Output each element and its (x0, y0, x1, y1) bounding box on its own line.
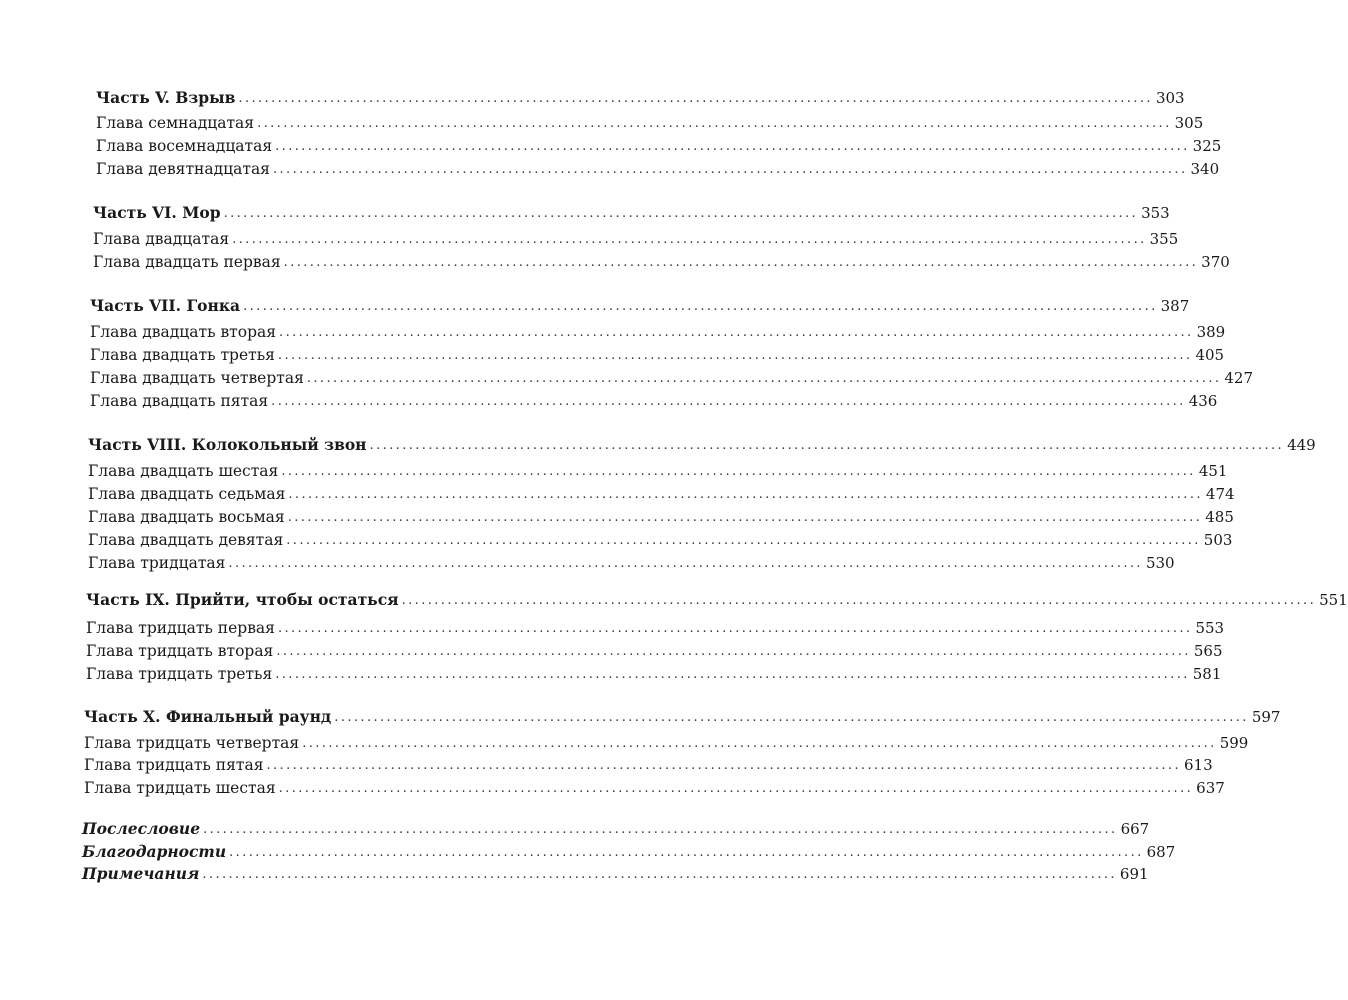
chapter-title: Глава девятнадцатая (96, 160, 270, 178)
dot-leader: ............................................................................................................................................ (277, 348, 1193, 363)
toc-chapter-entry[interactable] (88, 554, 1175, 574)
page-number: 427 (1224, 369, 1254, 387)
page-number: 436 (1188, 392, 1218, 410)
chapter-title: Глава двадцать девятая (88, 531, 284, 549)
back-matter-title: Примечания (82, 864, 200, 883)
toc-chapter-entry[interactable] (88, 508, 1234, 528)
dot-leader: ............................................................................................................................................ (203, 822, 1118, 837)
part-title: Часть V. Взрыв (96, 88, 236, 107)
dot-leader: ............................................................................................................................................ (228, 556, 1143, 571)
page-number: 405 (1195, 346, 1225, 364)
toc-back-matter-entry[interactable] (82, 819, 1150, 839)
dot-leader: ............................................................................................................................................ (286, 533, 1201, 548)
page-number: 667 (1120, 820, 1150, 838)
toc-chapter-entry[interactable] (84, 756, 1213, 776)
chapter-title: Глава тридцать пятая (84, 756, 264, 774)
page-number: 553 (1195, 619, 1225, 637)
page-number: 485 (1205, 508, 1234, 526)
page-number: 387 (1160, 297, 1190, 315)
chapter-title: Глава двадцать восьмая (88, 508, 285, 526)
page-number: 355 (1149, 230, 1179, 248)
toc-chapter-entry[interactable] (86, 642, 1223, 662)
dot-leader: ............................................................................................................................................ (272, 162, 1188, 177)
dot-leader: ............................................................................................................................................ (238, 91, 1153, 106)
page-number: 474 (1205, 485, 1235, 503)
chapter-title: Глава двадцать первая (93, 253, 281, 271)
back-matter-title: Благодарности (82, 842, 227, 861)
dot-leader: ............................................................................................................................................ (202, 867, 1117, 882)
chapter-title: Глава тридцатая (88, 554, 226, 572)
toc-part-entry[interactable] (90, 296, 1190, 316)
dot-leader: ............................................................................................................................................ (276, 644, 1191, 659)
chapter-title: Глава тридцать первая (86, 619, 275, 637)
toc-chapter-entry[interactable] (90, 369, 1254, 389)
toc-chapter-entry[interactable] (88, 531, 1233, 551)
page-number: 581 (1192, 665, 1222, 683)
dot-leader: ............................................................................................................................................ (266, 758, 1181, 773)
dot-leader: ............................................................................................................................................ (243, 299, 1158, 314)
page-number: 389 (1196, 323, 1226, 341)
dot-leader: ............................................................................................................................................ (283, 255, 1199, 270)
toc-chapter-entry[interactable] (88, 485, 1235, 505)
dot-leader: ............................................................................................................................................ (401, 593, 1317, 608)
dot-leader: ............................................................................................................................................ (288, 487, 1203, 502)
toc-chapter-entry[interactable] (84, 734, 1249, 754)
dot-leader: ............................................................................................................................................ (306, 371, 1222, 386)
dot-leader: ............................................................................................................................................ (223, 206, 1139, 221)
toc-chapter-entry[interactable] (93, 253, 1230, 273)
toc-part-entry[interactable] (96, 88, 1185, 108)
page-number: 530 (1145, 554, 1175, 572)
back-matter-title: Послесловие (82, 819, 201, 838)
chapter-title: Глава двадцатая (93, 230, 230, 248)
part-title: Часть VI. Мор (93, 203, 221, 222)
toc-part-entry[interactable] (88, 435, 1316, 455)
page-number: 551 (1319, 591, 1348, 609)
page-number: 613 (1184, 756, 1213, 774)
page-number: 637 (1196, 779, 1225, 797)
dot-leader: ............................................................................................................................................ (277, 621, 1193, 636)
dot-leader: ............................................................................................................................................ (275, 667, 1190, 682)
page-number: 451 (1198, 462, 1228, 480)
page-number: 503 (1203, 531, 1233, 549)
part-title: Часть IX. Прийти, чтобы остаться (86, 590, 399, 609)
toc-chapter-entry[interactable] (86, 665, 1222, 685)
dot-leader: ............................................................................................................................................ (257, 116, 1172, 131)
chapter-title: Глава двадцать шестая (88, 462, 279, 480)
page-number: 305 (1174, 114, 1204, 132)
chapter-title: Глава двадцать третья (90, 346, 275, 364)
chapter-title: Глава двадцать вторая (90, 323, 277, 341)
part-title: Часть VII. Гонка (90, 296, 241, 315)
page-number: 340 (1190, 160, 1220, 178)
toc-back-matter-entry[interactable] (82, 864, 1149, 884)
toc-back-matter-entry[interactable] (82, 842, 1176, 862)
dot-leader: ............................................................................................................................................ (278, 781, 1194, 796)
toc-chapter-entry[interactable] (86, 619, 1225, 639)
toc-chapter-entry[interactable] (90, 323, 1226, 343)
toc-part-entry[interactable] (84, 707, 1281, 727)
page-number: 565 (1193, 642, 1223, 660)
dot-leader: ............................................................................................................................................ (275, 139, 1190, 154)
chapter-title: Глава тридцать вторая (86, 642, 274, 660)
toc-part-entry[interactable] (86, 590, 1348, 610)
toc-chapter-entry[interactable] (90, 346, 1225, 366)
part-title: Часть X. Финальный раунд (84, 707, 332, 726)
page-number: 449 (1287, 436, 1316, 454)
toc-chapter-entry[interactable] (96, 114, 1204, 134)
toc-chapter-entry[interactable] (93, 230, 1179, 250)
page-number: 599 (1219, 734, 1249, 752)
page-number: 370 (1201, 253, 1230, 271)
dot-leader: ............................................................................................................................................ (334, 710, 1249, 725)
toc-part-entry[interactable] (93, 203, 1170, 223)
chapter-title: Глава тридцать третья (86, 665, 273, 683)
chapter-title: Глава тридцать четвертая (84, 734, 300, 752)
chapter-title: Глава тридцать шестая (84, 779, 276, 797)
page-number: 325 (1192, 137, 1222, 155)
page-number: 597 (1251, 708, 1281, 726)
chapter-title: Глава двадцать седьмая (88, 485, 286, 503)
page-number: 353 (1141, 204, 1170, 222)
page-number: 687 (1146, 843, 1176, 861)
chapter-title: Глава семнадцатая (96, 114, 255, 132)
dot-leader: ............................................................................................................................................ (271, 394, 1186, 409)
dot-leader: ............................................................................................................................................ (302, 736, 1217, 751)
dot-leader: ............................................................................................................................................ (369, 438, 1285, 453)
chapter-title: Глава двадцать пятая (90, 392, 269, 410)
toc-chapter-entry[interactable] (88, 462, 1228, 482)
page-number: 303 (1155, 89, 1185, 107)
dot-leader: ............................................................................................................................................ (229, 845, 1144, 860)
dot-leader: ............................................................................................................................................ (232, 232, 1147, 247)
page-number: 691 (1119, 865, 1149, 883)
toc-chapter-entry[interactable] (96, 160, 1220, 180)
part-title: Часть VIII. Колокольный звон (88, 435, 367, 454)
toc-chapter-entry[interactable] (90, 392, 1218, 412)
dot-leader: ............................................................................................................................................ (287, 510, 1203, 525)
toc-chapter-entry[interactable] (84, 779, 1225, 799)
dot-leader: ............................................................................................................................................ (281, 464, 1196, 479)
toc-chapter-entry[interactable] (96, 137, 1222, 157)
chapter-title: Глава восемнадцатая (96, 137, 273, 155)
chapter-title: Глава двадцать четвертая (90, 369, 304, 387)
dot-leader: ............................................................................................................................................ (279, 325, 1194, 340)
